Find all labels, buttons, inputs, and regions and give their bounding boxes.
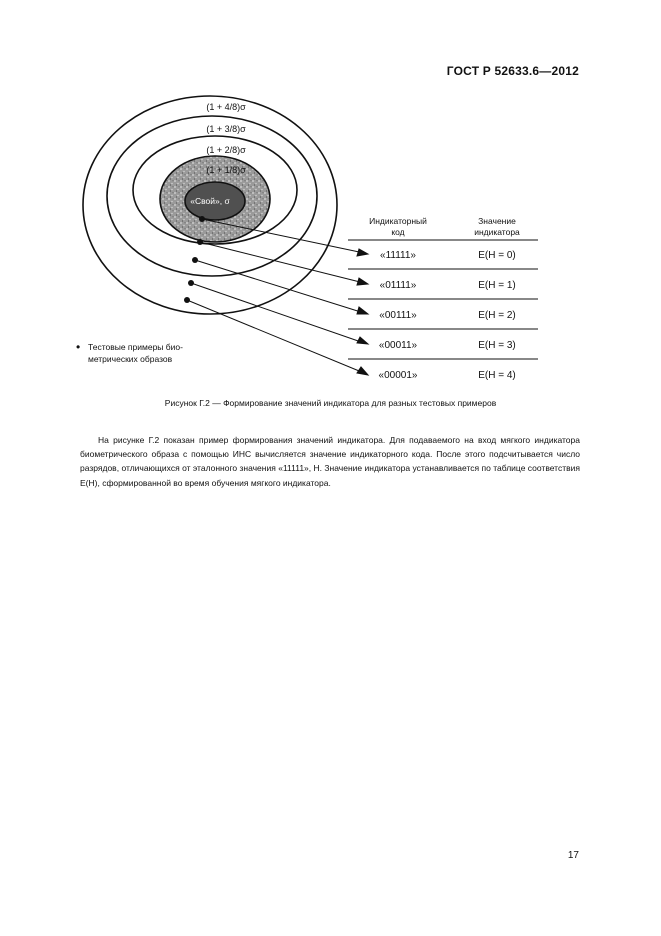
ring-label-2: (1 + 2/8)σ — [206, 145, 246, 155]
table-header-value-line2: индикатора — [474, 227, 520, 237]
table-row-1 — [380, 280, 516, 291]
ring-label-3: (1 + 3/8)σ — [206, 124, 246, 134]
table-row-4 — [379, 370, 516, 381]
indicator-figure — [0, 0, 661, 420]
table-header-value-line1: Значение — [478, 216, 516, 226]
document-id-header: ГОСТ Р 52633.6—2012 — [446, 64, 579, 78]
table-header-code-line2: код — [391, 227, 405, 237]
body-paragraph: На рисунке Г.2 показан пример формирования значений индикатора. Для подаваемого на вход мягкого индикатора биометрического образа с помощью ИНС вычисляется значение индикаторного кода. После этого подсчитывается число разрядов, отличающихся от эталонного значения «11111», H. Значение индикатора устанавливается по таблице соответствия E(H), сформированной во время обучения мягкого индикатора. — [80, 435, 580, 488]
legend-bullet: • — [76, 340, 81, 354]
row-code: «00111» — [379, 310, 417, 321]
row-code: «11111» — [380, 250, 416, 261]
table-row-3 — [379, 340, 516, 351]
ring-label-1: (1 + 1/8)σ — [206, 165, 246, 175]
legend-line-2: метрических образов — [88, 354, 173, 364]
center-label: «Свой», σ — [190, 196, 230, 206]
row-value: E(H = 3) — [478, 340, 516, 351]
table-row-0 — [380, 250, 516, 261]
row-value: E(H = 2) — [478, 310, 516, 321]
row-value: E(H = 0) — [478, 250, 516, 261]
row-code: «01111» — [379, 280, 417, 291]
figure-caption: Рисунок Г.2 — Формирование значений индикатора для разных тестовых примеров — [164, 398, 497, 408]
row-code: «00011» — [378, 340, 418, 351]
ring-label-4: (1 + 4/8)σ — [206, 102, 246, 112]
page-number: 17 — [567, 850, 579, 861]
legend-line-1: Тестовые примеры био- — [88, 342, 183, 352]
table-header-code-line1: Индикаторный — [369, 216, 427, 226]
row-value: E(H = 4) — [478, 370, 516, 381]
row-value: E(H = 1) — [478, 280, 516, 291]
row-code: «00001» — [378, 370, 418, 381]
table-row-2 — [379, 310, 515, 321]
body-paragraph-block — [80, 433, 580, 490]
